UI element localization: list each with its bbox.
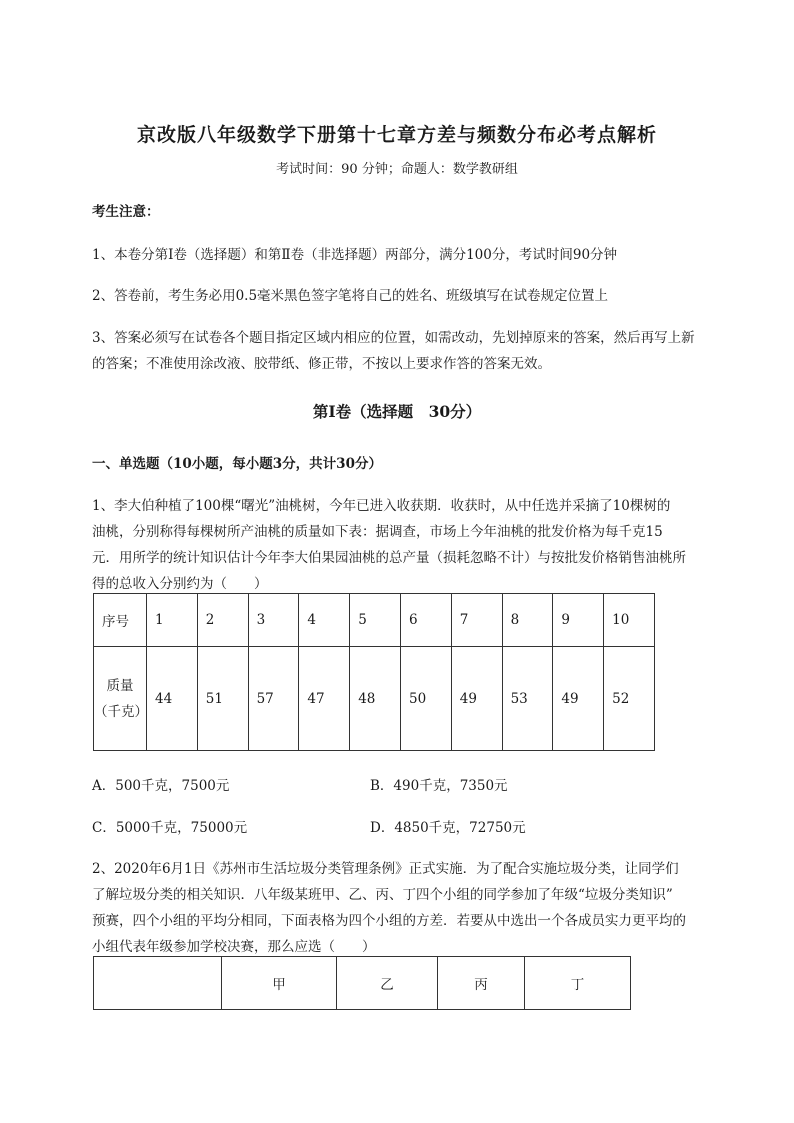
- q1-option-c: C．5000千克，75000元: [92, 820, 248, 836]
- q2-line-1: 2、2020年6月1日《苏州市生活垃圾分类管理条例》正式实施．为了配合实施垃圾分类，让同学们: [92, 861, 679, 877]
- notice-item-3-cont: 的答案；不准使用涂改液、胶带纸、修正带，不按以上要求作答的答案无效。: [92, 356, 551, 372]
- table-row: [94, 647, 655, 751]
- q2-line-4: 小组代表年级参加学校决赛，那么应选（ ）: [92, 939, 376, 955]
- table-header-cell: 序号: [94, 594, 147, 647]
- table-header-cell: 3: [248, 594, 299, 647]
- table-cell: 49: [553, 647, 604, 751]
- q1-data-table: [93, 593, 655, 751]
- table-row: [94, 594, 655, 647]
- table-header-cell: 7: [451, 594, 502, 647]
- table-cell: 50: [400, 647, 451, 751]
- table-header-cell: 2: [197, 594, 248, 647]
- table-row-label: 质量（千克）: [94, 647, 147, 751]
- q1-line-4: 得的总收入分别约为（ ）: [92, 576, 268, 592]
- q2-line-3: 预赛，四个小组的平均分相同，下面表格为四个小组的方差．若要从中选出一个各成员实力更平均的: [92, 913, 686, 929]
- table-header-cell: 10: [604, 594, 655, 647]
- table-cell: 48: [350, 647, 401, 751]
- table-header-cell: 4: [299, 594, 350, 647]
- notice-item-3: 3、答案必须写在试卷各个题目指定区域内相应的位置，如需改动，先划掉原来的答案，然后再写上新: [92, 330, 695, 346]
- table-header-cell: 1: [147, 594, 198, 647]
- table-cell: 44: [147, 647, 198, 751]
- q1-line-2: 油桃，分别称得每棵树所产油桃的质量如下表：据调查，市场上今年油桃的批发价格为每千克15: [92, 524, 663, 540]
- table-cell: 51: [197, 647, 248, 751]
- table-header-cell: 8: [502, 594, 553, 647]
- q1-option-d: D．4850千克，72750元: [370, 820, 526, 836]
- q1-line-3: 元．用所学的统计知识估计今年李大伯果园油桃的总产量（损耗忽略不计）与按批发价格销售油桃所: [92, 550, 686, 566]
- table-header-cell: 丙: [438, 957, 525, 1010]
- notice-item-2: 2、答卷前，考生务必用0.5毫米黑色签字笔将自己的姓名、班级填写在试卷规定位置上: [92, 288, 609, 304]
- q1-line-1: 1、李大伯种植了100棵“曙光”油桃树，今年已进入收获期．收获时，从中任选并采摘了10棵树的: [92, 498, 671, 514]
- q1-option-a: A．500千克，7500元: [92, 778, 230, 794]
- table-header-cell: 5: [350, 594, 401, 647]
- table-header-cell: 9: [553, 594, 604, 647]
- table-header-cell: 乙: [337, 957, 438, 1010]
- q2-variance-table: [93, 956, 631, 1010]
- part-heading: 一、单选题（10小题，每小题3分，共计30分）: [92, 456, 382, 472]
- table-header-cell: 甲: [222, 957, 337, 1010]
- q1-option-b: B．490千克，7350元: [370, 778, 508, 794]
- table-cell: 52: [604, 647, 655, 751]
- q2-line-2: 了解垃圾分类的相关知识．八年级某班甲、乙、丙、丁四个小组的同学参加了年级“垃圾分类知识”: [92, 887, 673, 903]
- table-header-cell: [94, 957, 222, 1010]
- table-cell: 57: [248, 647, 299, 751]
- notice-item-1: 1、本卷分第I卷（选择题）和第Ⅱ卷（非选择题）两部分，满分100分，考试时间90分钟: [92, 247, 618, 263]
- notice-heading: 考生注意：: [92, 204, 160, 220]
- table-cell: 47: [299, 647, 350, 751]
- table-header-cell: 丁: [525, 957, 631, 1010]
- table-cell: 53: [502, 647, 553, 751]
- section-title: 第I卷（选择题 30分）: [312, 402, 482, 421]
- exam-info: 考试时间：90 分钟；命题人：数学教研组: [276, 162, 518, 177]
- table-row: [94, 957, 631, 1010]
- table-header-cell: 6: [400, 594, 451, 647]
- table-cell: 49: [451, 647, 502, 751]
- page-title: 京改版八年级数学下册第十七章方差与频数分布必考点解析: [136, 124, 657, 146]
